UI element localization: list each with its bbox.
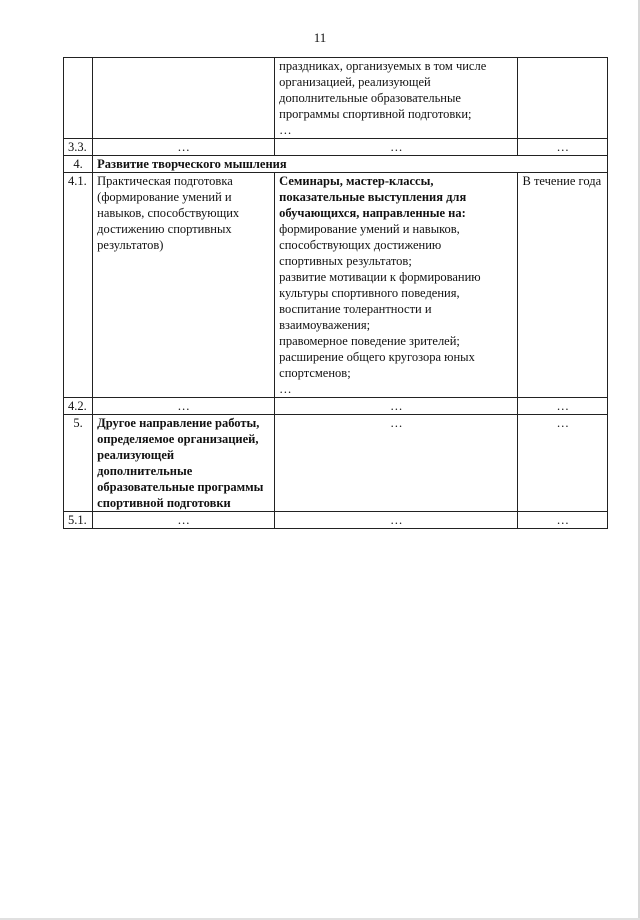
text-line: Практическая подготовка — [97, 174, 233, 188]
text-line: расширение общего кругозора юных — [279, 350, 475, 364]
table-row — [64, 512, 608, 529]
direction-cell: … — [93, 512, 275, 529]
text-line: формирование умений и навыков, — [279, 222, 460, 236]
section-title-cell — [93, 156, 608, 173]
text-line: культуры спортивного поведения, — [279, 286, 460, 300]
text-line: … — [279, 123, 292, 137]
period-cell — [518, 58, 608, 139]
period-cell: … — [518, 512, 608, 529]
row-number-cell: 4. — [64, 156, 93, 173]
table-row — [64, 58, 608, 139]
row-number-cell: 4.2. — [64, 398, 93, 415]
direction-cell — [93, 173, 275, 398]
period-cell: В течение года — [518, 173, 608, 398]
table-row — [64, 398, 608, 415]
bold-line: определяемое организацией, — [97, 432, 259, 446]
text-line: способствующих достижению — [279, 238, 442, 252]
period-cell: … — [518, 398, 608, 415]
activity-cell: … — [275, 415, 518, 512]
text-line: воспитание толерантности и — [279, 302, 432, 316]
text-line: спортсменов; — [279, 366, 351, 380]
direction-cell — [93, 415, 275, 512]
bold-line: спортивной подготовки — [97, 496, 231, 510]
bold-line: Другое направление работы, — [97, 416, 260, 430]
direction-cell — [93, 58, 275, 139]
row-number-cell: 4.1. — [64, 173, 93, 398]
period-cell: … — [518, 415, 608, 512]
table-row — [64, 173, 608, 398]
text-line: спортивных результатов; — [279, 254, 412, 268]
row-number-cell: 5.1. — [64, 512, 93, 529]
bold-line: реализующей — [97, 448, 175, 462]
text-line: программы спортивной подготовки; — [279, 107, 472, 121]
section-title: Развитие творческого мышления — [97, 157, 287, 171]
text-line: взаимоуважения; — [279, 318, 371, 332]
text-line: развитие мотивации к формированию — [279, 270, 481, 284]
bold-line: Семинары, мастер-классы, — [279, 174, 434, 188]
events-table — [63, 57, 608, 529]
text-line: … — [279, 382, 292, 396]
page-number: 11 — [313, 30, 327, 45]
bold-line: дополнительные — [97, 464, 193, 478]
text-line: организацией, реализующей — [279, 75, 431, 89]
text-line: результатов) — [97, 238, 164, 252]
bold-line: показательные выступления для — [279, 190, 467, 204]
text-line: навыков, способствующих — [97, 206, 240, 220]
text-line: дополнительные образовательные — [279, 91, 461, 105]
section-row — [64, 156, 608, 173]
activity-cell: … — [275, 139, 518, 156]
bold-line: обучающихся, направленные на: — [279, 206, 466, 220]
text-line: праздниках, организуемых в том числе — [279, 59, 487, 73]
bold-line: образовательные программы — [97, 480, 264, 494]
table-row — [64, 139, 608, 156]
row-number-cell: 3.3. — [64, 139, 93, 156]
activity-cell — [275, 58, 518, 139]
text-line: (формирование умений и — [97, 190, 232, 204]
activity-cell — [275, 173, 518, 398]
row-number-cell — [64, 58, 93, 139]
direction-cell: … — [93, 398, 275, 415]
text-line: правомерное поведение зрителей; — [279, 334, 460, 348]
period-cell: … — [518, 139, 608, 156]
row-number-cell: 5. — [64, 415, 93, 512]
table-row — [64, 415, 608, 512]
activity-cell: … — [275, 512, 518, 529]
direction-cell: … — [93, 139, 275, 156]
activity-cell: … — [275, 398, 518, 415]
text-line: достижению спортивных — [97, 222, 232, 236]
